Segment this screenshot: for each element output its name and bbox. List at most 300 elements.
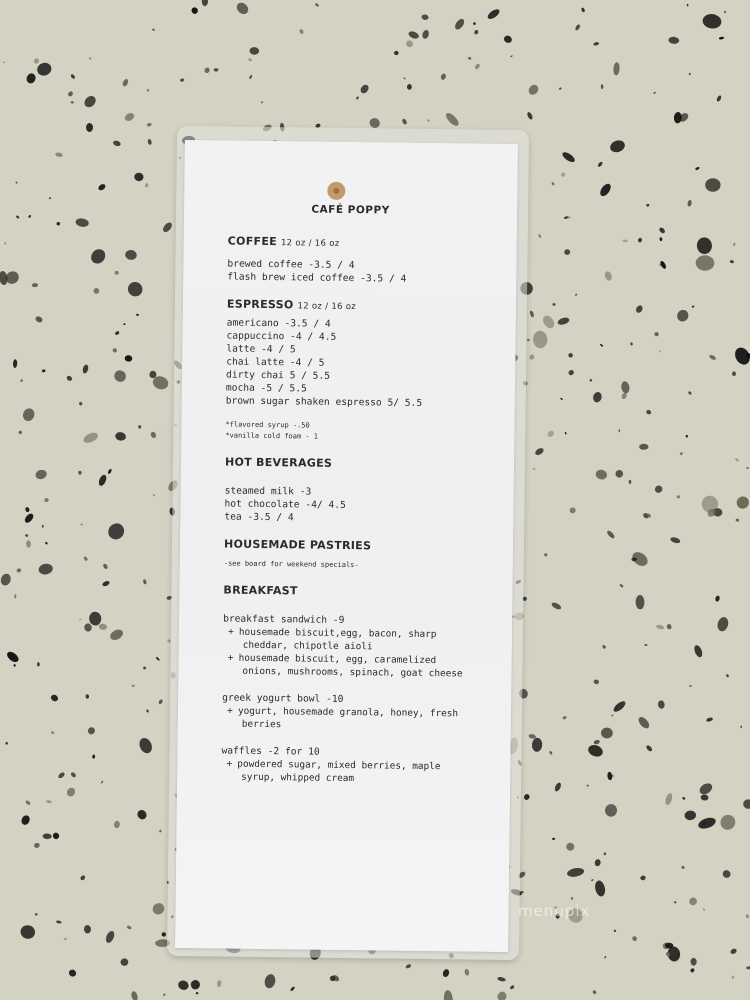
terrazzo-chip xyxy=(249,75,253,80)
terrazzo-chip xyxy=(730,948,738,955)
terrazzo-chip xyxy=(78,471,82,475)
terrazzo-chip xyxy=(735,458,739,462)
terrazzo-chip xyxy=(97,474,107,487)
menu-item: americano -3.5 / 4 xyxy=(226,317,331,330)
terrazzo-chip xyxy=(734,494,750,511)
terrazzo-chip xyxy=(25,72,37,85)
terrazzo-chip xyxy=(85,694,89,698)
terrazzo-chip xyxy=(575,293,578,296)
terrazzo-chip xyxy=(2,62,4,63)
terrazzo-chip xyxy=(640,875,647,881)
terrazzo-chip xyxy=(130,991,138,1000)
terrazzo-chip xyxy=(632,935,638,941)
menu-item: latte -4 / 5 xyxy=(226,343,296,356)
terrazzo-chip xyxy=(88,246,108,266)
terrazzo-chip xyxy=(532,468,536,471)
terrazzo-chip xyxy=(595,469,608,481)
terrazzo-chip xyxy=(5,650,20,664)
terrazzo-chip xyxy=(600,727,613,740)
terrazzo-chip xyxy=(75,217,89,227)
terrazzo-chip xyxy=(214,68,219,71)
plus-icon: + xyxy=(227,705,233,717)
terrazzo-chip xyxy=(421,14,429,21)
terrazzo-chip xyxy=(13,359,18,368)
terrazzo-chip xyxy=(532,737,543,752)
menu-option-continued: cheddar, chipotle aioli xyxy=(242,639,373,653)
section-title: COFFEE xyxy=(227,234,278,249)
terrazzo-chip xyxy=(161,221,173,234)
terrazzo-chip xyxy=(594,880,607,898)
terrazzo-chip xyxy=(592,391,603,403)
terrazzo-chip xyxy=(123,323,126,326)
terrazzo-chip xyxy=(146,709,149,713)
terrazzo-chip xyxy=(637,715,652,730)
terrazzo-chip xyxy=(16,568,22,573)
menu-item: dirty chai 5 / 5.5 xyxy=(226,369,331,382)
terrazzo-chip xyxy=(740,725,742,728)
terrazzo-chip xyxy=(161,931,167,937)
terrazzo-chip xyxy=(468,56,472,60)
terrazzo-chip xyxy=(587,743,605,759)
terrazzo-chip xyxy=(681,865,685,869)
terrazzo-chip xyxy=(204,67,211,74)
terrazzo-chip xyxy=(143,579,147,585)
terrazzo-chip xyxy=(679,452,683,456)
terrazzo-chip xyxy=(629,480,632,484)
terrazzo-chip xyxy=(407,30,419,40)
terrazzo-chip xyxy=(552,303,555,306)
terrazzo-chip xyxy=(574,24,581,32)
terrazzo-chip xyxy=(156,656,161,661)
terrazzo-chip xyxy=(442,968,450,978)
terrazzo-chip xyxy=(509,985,514,990)
terrazzo-chip xyxy=(13,664,16,667)
terrazzo-chip xyxy=(668,36,679,44)
terrazzo-chip xyxy=(0,270,8,285)
terrazzo-chip xyxy=(65,786,76,798)
terrazzo-chip xyxy=(567,369,575,376)
terrazzo-chip xyxy=(745,914,750,919)
terrazzo-chip xyxy=(149,370,157,378)
terrazzo-chip xyxy=(609,138,627,154)
terrazzo-chip xyxy=(571,897,574,900)
terrazzo-chip xyxy=(57,771,65,779)
terrazzo-chip xyxy=(70,74,76,80)
terrazzo-chip xyxy=(560,398,563,401)
terrazzo-chip xyxy=(79,618,82,620)
terrazzo-chip xyxy=(732,371,736,376)
terrazzo-chip xyxy=(356,96,360,100)
terrazzo-chip xyxy=(92,754,95,758)
terrazzo-chip xyxy=(137,736,154,755)
terrazzo-chip xyxy=(42,525,44,528)
terrazzo-chip xyxy=(606,529,616,539)
terrazzo-chip xyxy=(152,28,155,31)
terrazzo-chip xyxy=(35,61,53,78)
terrazzo-chip xyxy=(603,852,606,856)
terrazzo-chip xyxy=(443,990,453,1000)
terrazzo-chip xyxy=(405,39,415,49)
terrazzo-chip xyxy=(658,226,666,234)
terrazzo-chip xyxy=(107,468,112,474)
terrazzo-chip xyxy=(125,279,145,299)
terrazzo-chip xyxy=(20,379,24,383)
terrazzo-chip xyxy=(554,782,563,793)
terrazzo-chip xyxy=(586,784,589,787)
menu-item: brewed coffee -3.5 / 4 xyxy=(227,258,355,272)
terrazzo-chip xyxy=(666,624,672,630)
terrazzo-chip xyxy=(82,94,98,110)
terrazzo-chip xyxy=(529,310,534,318)
terrazzo-chip xyxy=(688,391,692,395)
terrazzo-chip xyxy=(746,467,749,469)
terrazzo-chip xyxy=(721,869,732,880)
terrazzo-chip xyxy=(654,331,660,336)
terrazzo-chip xyxy=(604,270,613,281)
terrazzo-chip xyxy=(32,283,39,288)
terrazzo-chip xyxy=(159,830,162,833)
menu-item: steamed milk -3 xyxy=(224,485,312,498)
terrazzo-chip xyxy=(115,431,127,441)
terrazzo-chip xyxy=(549,751,553,755)
terrazzo-chip xyxy=(120,958,128,966)
terrazzo-chip xyxy=(33,842,40,849)
terrazzo-chip xyxy=(541,313,557,330)
terrazzo-chip xyxy=(656,624,665,630)
terrazzo-chip xyxy=(639,444,649,450)
terrazzo-chip xyxy=(674,901,677,904)
terrazzo-chip xyxy=(394,51,399,56)
terrazzo-chip xyxy=(33,57,40,64)
terrazzo-chip xyxy=(659,237,662,241)
terrazzo-chip xyxy=(150,901,166,917)
terrazzo-chip xyxy=(23,512,35,524)
terrazzo-chip xyxy=(551,601,563,610)
menu-option-continued: berries xyxy=(241,718,282,731)
terrazzo-chip xyxy=(589,379,592,382)
terrazzo-chip xyxy=(564,216,569,220)
menu-option-continued: syrup, whipped cream xyxy=(241,771,355,785)
terrazzo-chip xyxy=(474,29,479,35)
terrazzo-chip xyxy=(705,178,721,192)
terrazzo-chip xyxy=(453,17,466,31)
terrazzo-chip xyxy=(79,402,83,406)
terrazzo-chip xyxy=(249,47,259,55)
terrazzo-chip xyxy=(25,507,30,513)
plus-icon: + xyxy=(228,626,234,638)
terrazzo-chip xyxy=(401,118,407,125)
terrazzo-chip xyxy=(42,833,51,839)
terrazzo-chip xyxy=(158,699,163,705)
terrazzo-chip xyxy=(527,339,530,341)
menu-item: tea -3.5 / 4 xyxy=(224,511,294,524)
terrazzo-chip xyxy=(561,172,565,176)
terrazzo-chip xyxy=(646,204,650,207)
poppy-logo-icon xyxy=(327,182,345,200)
terrazzo-chip xyxy=(248,58,253,62)
terrazzo-chip xyxy=(653,92,656,95)
terrazzo-chip xyxy=(0,572,12,586)
terrazzo-chip xyxy=(646,409,652,415)
add-on-note: *flavored syrup -.50 xyxy=(225,420,310,430)
terrazzo-chip xyxy=(496,990,508,1000)
menu-item: breakfast sandwich -9 xyxy=(223,613,345,626)
terrazzo-chip xyxy=(564,249,570,255)
terrazzo-chip xyxy=(654,484,664,494)
terrazzo-chip xyxy=(724,10,727,13)
plus-icon: + xyxy=(227,652,234,664)
menu-item: greek yogurt bowl -10 xyxy=(222,692,344,705)
terrazzo-chip xyxy=(84,925,92,934)
terrazzo-chip xyxy=(82,431,100,445)
terrazzo-chip xyxy=(552,838,555,840)
terrazzo-chip xyxy=(19,924,37,941)
terrazzo-chip xyxy=(136,313,140,316)
terrazzo-chip xyxy=(645,744,653,752)
terrazzo-chip xyxy=(486,7,501,20)
terrazzo-chip xyxy=(202,0,209,6)
terrazzo-chip xyxy=(557,316,570,326)
terrazzo-chip xyxy=(45,541,49,544)
terrazzo-chip xyxy=(145,183,149,188)
terrazzo-chip xyxy=(134,172,144,181)
menu-item: cappuccino -4 / 4.5 xyxy=(226,330,337,343)
terrazzo-chip xyxy=(611,714,614,717)
terrazzo-chip xyxy=(38,563,54,576)
terrazzo-chip xyxy=(4,242,5,245)
terrazzo-chip xyxy=(659,350,662,353)
terrazzo-chip xyxy=(691,305,694,308)
terrazzo-chip xyxy=(726,674,730,678)
terrazzo-chip xyxy=(87,726,97,736)
terrazzo-chip xyxy=(591,879,594,882)
terrazzo-chip xyxy=(706,717,714,723)
plus-icon: + xyxy=(226,758,233,770)
terrazzo-chip xyxy=(637,237,643,243)
terrazzo-chip xyxy=(405,963,412,969)
terrazzo-chip xyxy=(299,29,304,35)
menu-item: brown sugar shaken espresso 5/ 5.5 xyxy=(225,395,423,409)
terrazzo-chip xyxy=(80,523,83,525)
terrazzo-chip xyxy=(123,111,135,122)
terrazzo-chip xyxy=(719,36,725,39)
terrazzo-chip xyxy=(97,183,106,192)
terrazzo-chip xyxy=(146,89,149,92)
terrazzo-chip xyxy=(592,990,597,995)
terrazzo-chip xyxy=(444,111,461,128)
terrazzo-chip xyxy=(635,595,644,610)
terrazzo-chip xyxy=(44,498,49,503)
terrazzo-chip xyxy=(114,820,121,828)
terrazzo-chip xyxy=(733,243,736,247)
menu-option: + housemade biscuit,egg, bacon, sharp xyxy=(223,625,503,641)
terrazzo-chip xyxy=(598,182,613,198)
terrazzo-chip xyxy=(131,684,134,687)
terrazzo-chip xyxy=(546,429,555,438)
section-title: HOUSEMADE PASTRIES xyxy=(223,537,372,553)
terrazzo-chip xyxy=(407,84,412,90)
terrazzo-chip xyxy=(26,540,31,548)
terrazzo-chip xyxy=(497,976,506,982)
terrazzo-chip xyxy=(315,3,319,7)
terrazzo-chip xyxy=(607,772,613,781)
terrazzo-chip xyxy=(25,800,31,806)
terrazzo-chip xyxy=(102,563,108,570)
terrazzo-chip xyxy=(696,255,715,271)
terrazzo-chip xyxy=(34,469,47,481)
terrazzo-chip xyxy=(51,731,55,735)
terrazzo-chip xyxy=(619,583,624,588)
menu-item: waffles -2 for 10 xyxy=(221,745,320,758)
terrazzo-chip xyxy=(35,913,38,916)
terrazzo-chip xyxy=(613,929,616,932)
terrazzo-chip xyxy=(630,342,633,346)
terrazzo-chip xyxy=(593,679,599,685)
terrazzo-chip xyxy=(153,494,156,497)
terrazzo-chip xyxy=(600,344,604,347)
terrazzo-chip xyxy=(593,42,599,46)
terrazzo-chip xyxy=(674,112,683,124)
terrazzo-chip xyxy=(50,693,60,702)
terrazzo-chip xyxy=(594,859,601,867)
terrazzo-chip xyxy=(49,197,51,199)
terrazzo-chip xyxy=(112,368,128,384)
terrazzo-chip xyxy=(569,507,576,513)
terrazzo-chip xyxy=(89,611,102,626)
terrazzo-chip xyxy=(122,78,130,87)
menu-option: + housemade biscuit, egg, caramelized xyxy=(223,651,503,667)
terrazzo-chip xyxy=(146,122,151,127)
menu-item: hot chocolate -4/ 4.5 xyxy=(224,498,346,511)
terrazzo-chip xyxy=(15,181,18,184)
terrazzo-chip xyxy=(688,72,691,75)
menu-option: + powdered sugar, mixed berries, maple xyxy=(221,757,501,773)
menu-option: + yogurt, housemade granola, honey, fresh xyxy=(222,704,502,720)
terrazzo-chip xyxy=(177,979,190,991)
terrazzo-chip xyxy=(682,797,686,801)
terrazzo-chip xyxy=(581,7,586,12)
terrazzo-chip xyxy=(34,315,43,324)
terrazzo-chip xyxy=(125,249,138,260)
terrazzo-chip xyxy=(604,956,607,959)
terrazzo-chip xyxy=(743,799,750,809)
terrazzo-chip xyxy=(138,425,142,429)
terrazzo-chip xyxy=(670,536,681,544)
terrazzo-chip xyxy=(597,161,603,168)
terrazzo-chip xyxy=(690,968,695,974)
terrazzo-chip xyxy=(217,980,222,988)
menu-card xyxy=(175,140,518,952)
terrazzo-chip xyxy=(562,715,567,719)
terrazzo-chip xyxy=(503,34,513,44)
terrazzo-chip xyxy=(523,793,531,801)
terrazzo-chip xyxy=(716,95,722,103)
size-note: 12 oz / 16 oz xyxy=(280,238,340,249)
terrazzo-chip xyxy=(55,152,63,158)
terrazzo-chip xyxy=(702,908,705,911)
terrazzo-chip xyxy=(150,431,157,439)
terrazzo-chip xyxy=(190,979,202,991)
menu-body xyxy=(221,235,508,787)
section-espresso xyxy=(225,298,507,445)
terrazzo-chip xyxy=(746,966,750,970)
terrazzo-chip xyxy=(421,29,430,39)
terrazzo-chip xyxy=(567,352,573,358)
terrazzo-chip xyxy=(544,553,549,558)
section-title: BREAKFAST xyxy=(223,583,298,598)
pastries-note: -see board for weekend specials- xyxy=(223,559,359,570)
terrazzo-chip xyxy=(105,520,127,542)
terrazzo-chip xyxy=(697,816,717,831)
terrazzo-chip xyxy=(689,685,693,688)
terrazzo-chip xyxy=(675,308,691,324)
terrazzo-chip xyxy=(86,123,93,132)
terrazzo-chip xyxy=(526,111,533,120)
terrazzo-chip xyxy=(676,495,680,499)
terrazzo-chip xyxy=(136,808,149,821)
terrazzo-chip xyxy=(108,628,124,643)
terrazzo-chip xyxy=(89,57,91,60)
menu-item: chai latte -4 / 5 xyxy=(226,356,325,369)
terrazzo-chip xyxy=(510,55,513,58)
terrazzo-chip xyxy=(70,771,77,778)
terrazzo-chip xyxy=(14,594,16,598)
terrazzo-chip xyxy=(114,331,119,336)
terrazzo-chip xyxy=(622,239,627,242)
terrazzo-chip xyxy=(635,304,644,314)
terrazzo-chip xyxy=(98,623,107,630)
terrazzo-chip xyxy=(143,667,146,670)
terrazzo-chip xyxy=(68,968,78,978)
terrazzo-chip xyxy=(534,447,545,457)
terrazzo-chip xyxy=(702,13,723,30)
section-pastries xyxy=(224,538,504,573)
terrazzo-chip xyxy=(359,83,370,95)
section-breakfast xyxy=(221,584,503,787)
terrazzo-chip xyxy=(664,792,673,805)
watermark: menupix xyxy=(518,902,591,920)
terrazzo-chip xyxy=(28,214,32,218)
terrazzo-chip xyxy=(601,84,604,89)
terrazzo-chip xyxy=(102,580,111,587)
terrazzo-chip xyxy=(20,814,31,826)
terrazzo-chip xyxy=(551,182,555,186)
terrazzo-chip xyxy=(528,354,535,361)
terrazzo-chip xyxy=(644,644,647,646)
terrazzo-chip xyxy=(440,73,447,81)
terrazzo-chip xyxy=(612,699,627,713)
terrazzo-chip xyxy=(124,355,132,362)
terrazzo-chip xyxy=(56,920,62,924)
terrazzo-chip xyxy=(613,62,620,76)
terrazzo-chip xyxy=(604,803,617,817)
terrazzo-chip xyxy=(602,645,606,650)
terrazzo-chip xyxy=(698,781,715,796)
terrazzo-chip xyxy=(84,623,93,632)
terrazzo-chip xyxy=(715,595,721,602)
terrazzo-chip xyxy=(527,83,541,97)
cafe-name: CAFÉ POPPY xyxy=(311,203,390,217)
terrazzo-chip xyxy=(126,925,132,930)
terrazzo-chip xyxy=(688,896,698,907)
terrazzo-chip xyxy=(731,975,734,979)
terrazzo-chip xyxy=(52,832,60,841)
terrazzo-chip xyxy=(82,364,89,374)
terrazzo-chip xyxy=(18,430,22,434)
terrazzo-chip xyxy=(464,968,470,976)
terrazzo-chip xyxy=(63,937,67,940)
terrazzo-chip xyxy=(235,0,251,16)
